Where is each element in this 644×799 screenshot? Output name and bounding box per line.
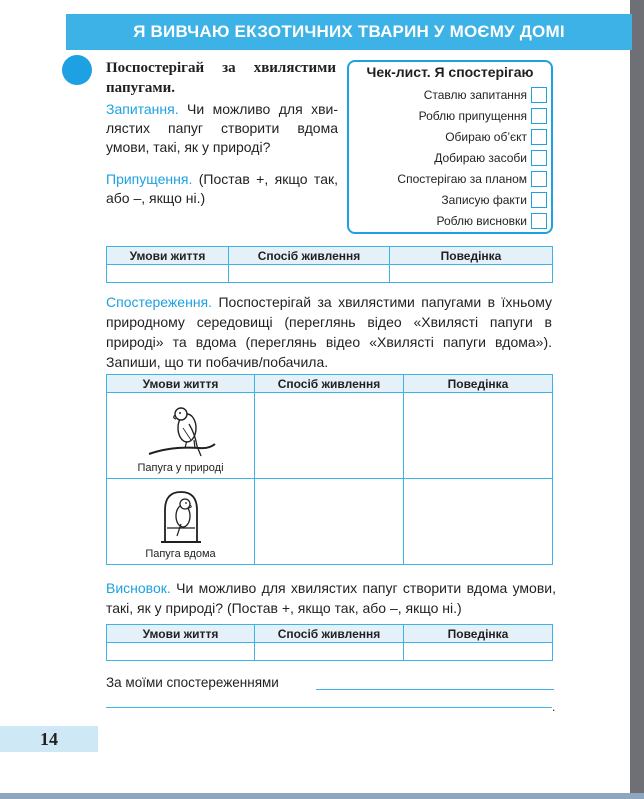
conclusion-text: Чи можливо для хвилястих папуг створити вдома умови, такі, як у природі? (Постав +, якщо так, або –, якщо ні.) (106, 580, 556, 616)
assumption-paragraph (106, 170, 338, 208)
checklist-item: Записую факти (441, 191, 547, 209)
checkbox[interactable] (531, 213, 547, 229)
question-label: Запитання. (106, 101, 179, 117)
question-paragraph (106, 100, 338, 157)
checklist-title: Чек-лист. Я спостерігаю (366, 64, 534, 80)
assumption-table (106, 246, 553, 283)
answer-cell[interactable] (107, 265, 229, 283)
answer-cell[interactable] (255, 643, 404, 661)
answer-cell[interactable] (255, 479, 404, 565)
observation-paragraph (106, 292, 552, 372)
observation-label: Спостереження. (106, 294, 213, 310)
image-caption: Папуга у природі (137, 462, 224, 474)
checklist-item: Спостерігаю за планом (397, 170, 547, 188)
column-header: Спосіб живлення (255, 375, 404, 393)
column-header: Спосіб живлення (255, 625, 404, 643)
observation-table (106, 374, 553, 565)
task-intro: Поспостерігай за хвилястими папугами. (106, 60, 336, 96)
answer-cell[interactable] (390, 265, 553, 283)
checkbox[interactable] (531, 192, 547, 208)
fill-in-prompt: За моїми спостереженнями (106, 675, 279, 690)
parrot-on-branch-icon (141, 404, 221, 462)
page-edge-bottom (0, 793, 644, 799)
column-header: Поведінка (390, 247, 553, 265)
image-caption: Папуга вдома (145, 548, 216, 560)
conclusion-table (106, 624, 553, 661)
column-header: Умови життя (107, 247, 229, 265)
checkbox[interactable] (531, 108, 547, 124)
checklist-item: Ставлю запитання (424, 86, 547, 104)
page-number: 14 (0, 726, 98, 752)
line-end-period: . (552, 700, 556, 714)
checkbox[interactable] (531, 129, 547, 145)
conclusion-label: Висновок. (106, 580, 171, 596)
answer-cell[interactable] (107, 643, 255, 661)
parrot-in-cage-icon (141, 488, 221, 548)
task-marker-icon (62, 55, 92, 85)
checklist-item: Роблю висновки (436, 212, 547, 230)
answer-cell[interactable] (229, 265, 390, 283)
image-cell (107, 393, 255, 479)
column-header: Умови життя (107, 375, 255, 393)
checkbox[interactable] (531, 171, 547, 187)
answer-line[interactable] (316, 689, 554, 690)
answer-cell[interactable] (255, 393, 404, 479)
checklist-box (347, 60, 553, 234)
column-header: Поведінка (404, 375, 553, 393)
section-banner (66, 14, 632, 50)
checklist-item: Обираю об’єкт (445, 128, 547, 146)
column-header: Спосіб живлення (229, 247, 390, 265)
section-title: Я ВИВЧАЮ ЕКЗОТИЧНИХ ТВАРИН У МОЄМУ ДОМІ (133, 22, 565, 41)
answer-cell[interactable] (404, 643, 553, 661)
page-edge-right (630, 0, 644, 799)
conclusion-paragraph (106, 578, 556, 618)
checklist-item: Добираю засоби (434, 149, 547, 167)
answer-cell[interactable] (404, 393, 553, 479)
question-text: Чи можливо для хвилястих папуг створити вдома умови, такі, як у природі? (106, 101, 338, 155)
assumption-label: Припущення. (106, 171, 193, 187)
checkbox[interactable] (531, 87, 547, 103)
column-header: Поведінка (404, 625, 553, 643)
checkbox[interactable] (531, 150, 547, 166)
answer-line[interactable] (106, 707, 552, 708)
assumption-text: (Постав +, якщо так, або –, якщо ні.) (106, 171, 338, 206)
image-cell (107, 479, 255, 565)
answer-cell[interactable] (404, 479, 553, 565)
column-header: Умови життя (107, 625, 255, 643)
checklist-item: Роблю припущення (419, 107, 547, 125)
observation-text: Поспостерігай за хвилястими папугами в їхньому природному середовищі (переглянь відео «Хвилясті папуги в природі» та вдома (переглянь відео «Хвилясті папуги вдома»). Запиши, що ти побачив/побачила. (106, 294, 552, 370)
